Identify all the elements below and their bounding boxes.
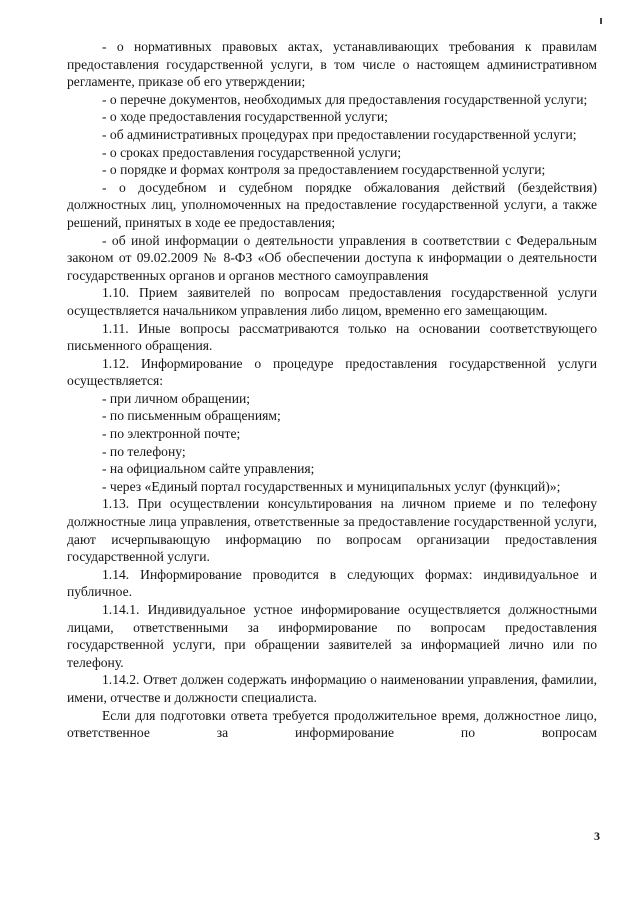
page-number: 3: [594, 829, 600, 843]
paragraph: 1.11. Иные вопросы рассматриваются только на основании соответствующего письменного обращения.: [67, 320, 597, 354]
paragraph: - о досудебном и судебном порядке обжалования действий (бездействия) должностных лиц, уполномоченных на предоставление государственной услуги, а также решений, принятых в ходе ее предоставления;: [67, 179, 597, 230]
paragraph: 1.10. Прием заявителей по вопросам предоставления государственной услуги осуществляется начальником управления либо лицом, временно его замещающим.: [67, 285, 597, 318]
document-body: [67, 38, 597, 742]
list-item: - по письменным обращениям;: [102, 408, 281, 424]
paragraph: 1.14. Информирование проводится в следующих формах: индивидуальное и публичное.: [67, 566, 597, 600]
list-item: - по электронной почте;: [102, 426, 241, 442]
list-item: - через «Единый портал государственных и муниципальных услуг (функций)»;: [102, 478, 561, 494]
paragraph: 1.14.1. Индивидуальное устное информирование осуществляется должностными лицами, ответственными за информирование по вопросам предоставления государственной услуги, при обращении заявителей за информацией лично или по телефону.: [67, 602, 597, 670]
list-item: - по телефону;: [102, 443, 186, 459]
paragraph: - о порядке и формах контроля за предоставлением государственной услуги;: [102, 162, 546, 178]
paragraph: - о сроках предоставления государственной услуги;: [102, 144, 402, 160]
paragraph: - об административных процедурах при предоставлении государственной услуги;: [102, 126, 577, 142]
paragraph: 1.13. При осуществлении консультирования на личном приеме и по телефону должностные лица управления, ответственные за предоставление государственной услуги, дают исчерпывающую информацию по вопросам организации предоставления государственной услуги.: [67, 496, 597, 565]
paragraph: 1.14.2. Ответ должен содержать информацию о наименовании управления, фамилии, имени, отчестве и должности специалиста.: [67, 672, 597, 705]
paragraph: - об иной информации о деятельности управления в соответствии с Федеральным законом от 09.02.2009 № 8-ФЗ «Об обеспечении доступа к информации о деятельности государственных органов и органов местного самоуправления: [67, 232, 597, 283]
paragraph-continued: Если для подготовки ответа требуется продолжительное время, должностное лицо, ответственное за информирование по вопросам: [67, 707, 597, 741]
list-item: - при личном обращении;: [102, 390, 251, 406]
paragraph: - о ходе предоставления государственной услуги;: [102, 109, 388, 125]
paragraph: 1.12. Информирование о процедуре предоставления государственной услуги осуществляется:: [67, 355, 597, 389]
paragraph: - о перечне документов, необходимых для предоставления государственной услуги;: [102, 91, 588, 107]
scan-mark: [600, 18, 602, 24]
list-item: - на официальном сайте управления;: [102, 461, 315, 477]
paragraph: - о нормативных правовых актах, устанавливающих требования к правилам предоставления государственной услуги, в том числе о настоящем административном регламенте, приказе об его утверждении;: [67, 39, 597, 90]
